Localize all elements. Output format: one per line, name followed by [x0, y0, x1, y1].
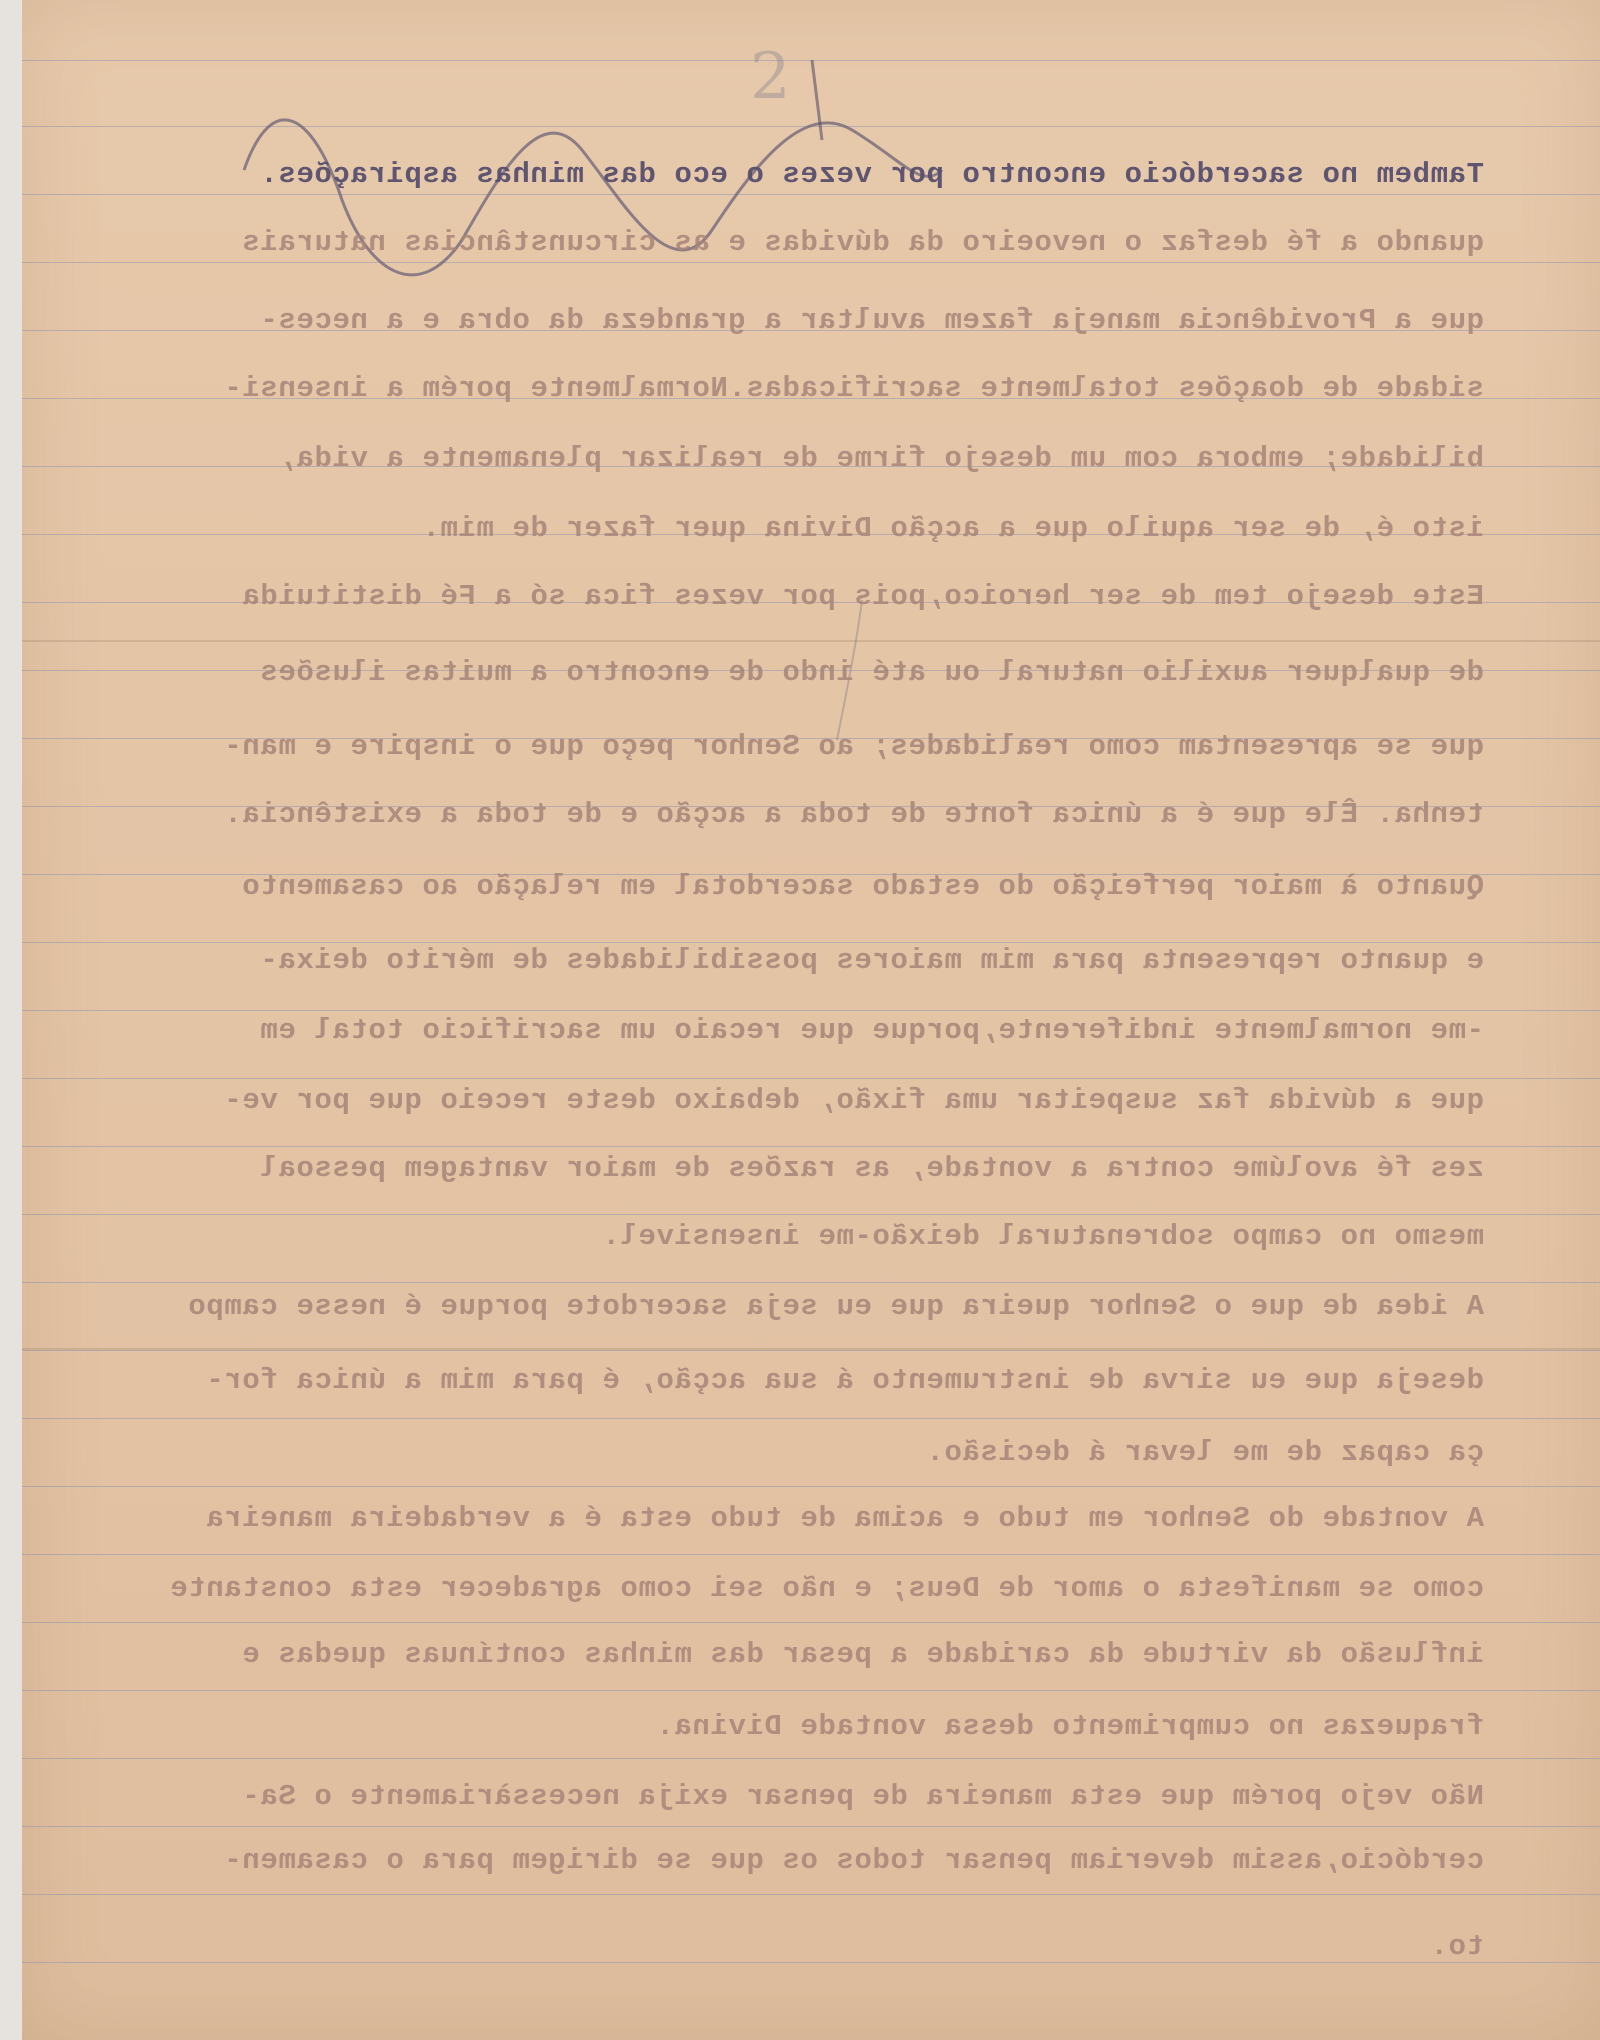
- text-line-11: Quanto à maior perfeição do estado sacerdotal em relação ao casamento: [241, 870, 1484, 903]
- text-line-24: Não vejo porém que esta maneira de pensar exija necessàriamente o Sa-: [241, 1780, 1484, 1813]
- text-line-14: que a dúvida faz suspeitar uma fixão, debaixo deste receio que por ve-: [223, 1084, 1484, 1117]
- text-line-9: que se apresentam como realidades; ao Senhor peço que o inspire e man-: [223, 730, 1484, 763]
- text-line-8: de qualquer auxilio natural ou até indo de encontro a muitas ilusões: [259, 656, 1484, 689]
- text-line-23: fraquezas no cumprimento dessa vontade Divina.: [655, 1710, 1484, 1743]
- pencil-mark: 2: [750, 40, 791, 114]
- text-line-17: A idea de que o Senhor queira que eu seja sacerdote porque é nesse campo: [187, 1290, 1484, 1323]
- text-line-3: que a Providência maneja fazem avultar a grandeza da obra e a neces-: [259, 304, 1484, 337]
- text-line-6: isto é, de ser aquilo que a acção Divina quer fazer de mim.: [421, 512, 1484, 545]
- text-line-10: tenha. Êle que é a única fonte de toda a acção e de toda a existência.: [223, 798, 1484, 831]
- text-line-2: quando a fé desfaz o nevoeiro da dúvidas e as circunstâncias naturais: [241, 226, 1484, 259]
- text-line-1: Tambem no sacerdócio encontro por vezes o eco das minhas aspirações.: [259, 158, 1484, 191]
- text-line-5: bilidade; embora com um desejo firme de realizar plenamente a vida,: [277, 442, 1484, 475]
- text-line-4: sidade de doações totalmente sacrificadas.Normalmente porém a insensi-: [223, 372, 1484, 405]
- text-line-15: zes fé avolúme contra a vontade, as razões de maior vantagem pessoal: [259, 1152, 1484, 1185]
- text-line-22: influsão da virtude da caridade a pesar das minhas contínuas quedas e: [241, 1638, 1484, 1671]
- text-line-25: cerdócio,assim deveriam pensar todos os que se dirigem para o casamen-: [223, 1844, 1484, 1877]
- text-line-19: ça capaz de me levar á decisão.: [925, 1436, 1484, 1469]
- text-line-7: Este desejo tem de ser heroico,pois por vezes fica só a Fé distituida: [241, 580, 1484, 613]
- text-line-21: como se manifesta o amor de Deus; e não sei como agradecer esta constante: [169, 1572, 1484, 1605]
- text-line-26: to.: [1429, 1930, 1484, 1963]
- text-line-12: e quanto representa para mim maiores possibilidades de mérito deixa-: [259, 944, 1484, 977]
- text-line-18: deseja que eu sirva de instrumento á sua acção, é para mim a única for-: [205, 1364, 1484, 1397]
- text-line-13: -me normalmente indiferente,porque que recaio um sacrificio total em: [259, 1014, 1484, 1047]
- text-line-16: mesmo no campo sobrenatural deixão-me insensivel.: [601, 1220, 1484, 1253]
- paper-sheet: [22, 0, 1600, 2040]
- text-line-20: A vontade do Senhor em tudo e acima de tudo esta é a verdadeira maneira: [205, 1502, 1484, 1535]
